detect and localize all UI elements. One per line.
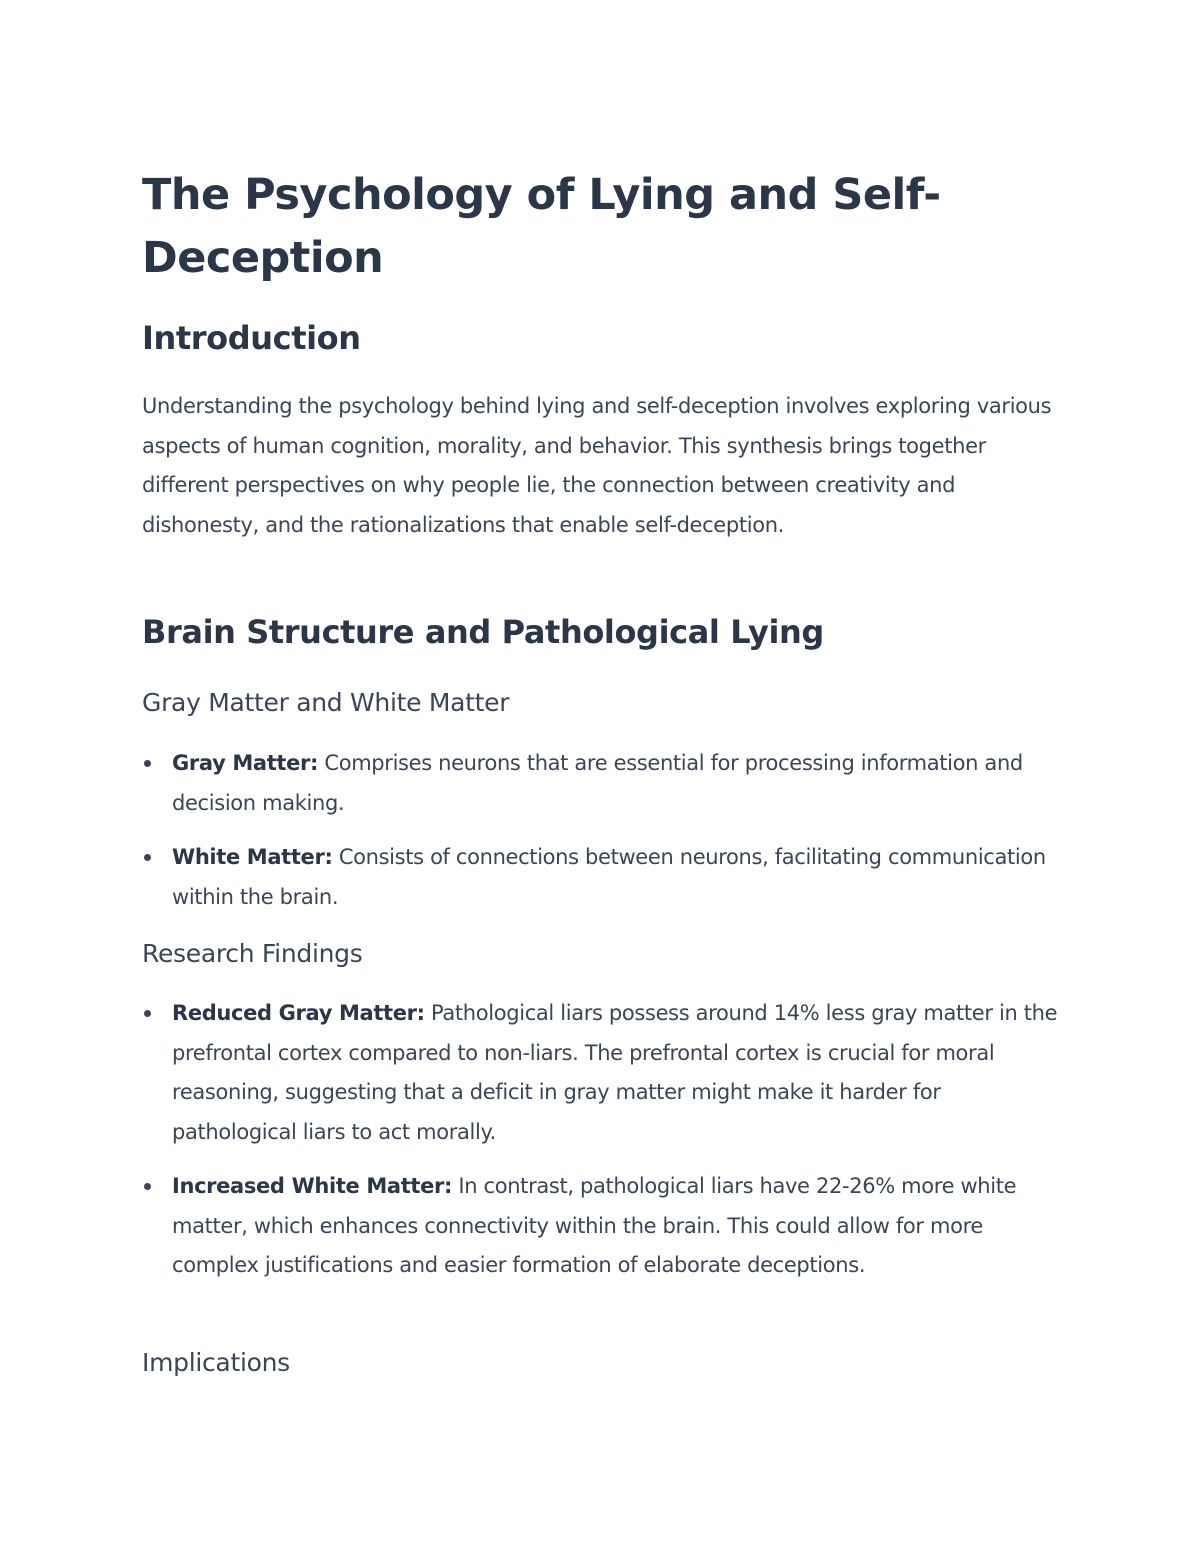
bullet-icon bbox=[144, 760, 151, 767]
subsection-heading-gray-white-matter: Gray Matter and White Matter bbox=[142, 688, 510, 717]
bullet-term: Reduced Gray Matter: bbox=[172, 1001, 425, 1025]
bullet-term: Gray Matter: bbox=[172, 751, 319, 775]
gray-white-matter-list bbox=[142, 744, 1062, 917]
bullet-term: White Matter: bbox=[172, 845, 333, 869]
bullet-text: Comprises neurons that are essential for processing information and decision making. bbox=[172, 751, 1023, 815]
bullet-text: In contrast, pathological liars have 22-26% more white matter, which enhances connectivity within the brain. This could allow for more complex justifications and easier formation of elaborate deceptions. bbox=[172, 1174, 1017, 1277]
section-heading-brain-structure: Brain Structure and Pathological Lying bbox=[142, 613, 824, 651]
bullet-text: Pathological liars possess around 14% less gray matter in the prefrontal cortex compared to non-liars. The prefrontal cortex is crucial for moral reasoning, suggesting that a deficit in gray matter might make it harder for pathological liars to act morally. bbox=[172, 1001, 1058, 1144]
list-item bbox=[142, 744, 1062, 823]
bullet-icon bbox=[144, 1010, 151, 1017]
research-findings-list bbox=[142, 994, 1062, 1286]
list-item bbox=[142, 838, 1062, 917]
document-title: The Psychology of Lying and Self-Deception bbox=[142, 170, 941, 283]
bullet-icon bbox=[144, 854, 151, 861]
section-heading-introduction: Introduction bbox=[142, 319, 361, 357]
bullet-term: Increased White Matter: bbox=[172, 1174, 453, 1198]
bullet-text: Consists of connections between neurons, facilitating communication within the brain. bbox=[172, 845, 1046, 909]
list-item bbox=[142, 1167, 1062, 1286]
bullet-icon bbox=[144, 1183, 151, 1190]
list-item bbox=[142, 994, 1062, 1152]
subsection-heading-implications: Implications bbox=[142, 1348, 290, 1377]
introduction-paragraph: Understanding the psychology behind lying and self-deception involves exploring various aspects of human cognition, morality, and behavior. This synthesis brings together different perspectives on why people lie, the connection between creativity and dishonesty, and the rationalizations that enable self-deception. bbox=[142, 394, 1052, 537]
subsection-heading-research-findings: Research Findings bbox=[142, 939, 363, 968]
